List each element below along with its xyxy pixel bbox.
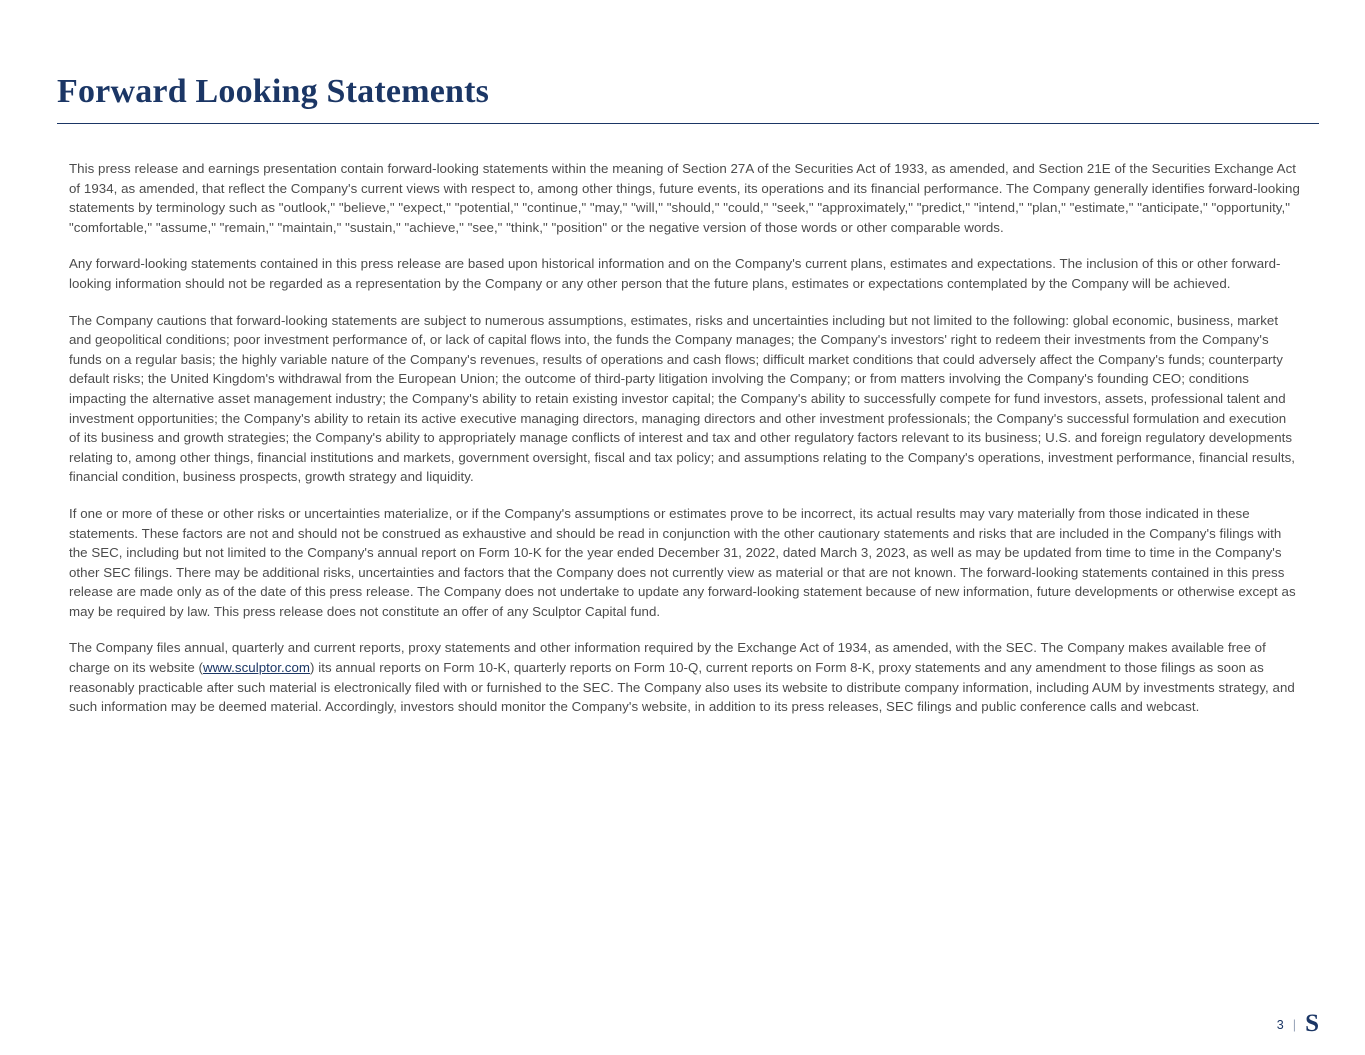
- paragraph-3: The Company cautions that forward-looking statements are subject to numerous assumptions, estimates, risks and uncertainties including but not limited to the following: global economic, business, market and geopolitical conditions; poor investment performance of, or lack of capital flows into, the funds the Company manages; the Company's investors' right to redeem their investments from the Company's funds on a regular basis; the highly variable nature of the Company's revenues, results of operations and cash flows; difficult market conditions that could adversely affect the Company's funds; counterparty default risks; the United Kingdom's withdrawal from the European Union; the outcome of third-party litigation involving the Company; or from matters involving the Company's founding CEO; conditions impacting the alternative asset management industry; the Company's ability to retain existing investor capital; the Company's ability to successfully compete for fund investors, assets, professional talent and investment opportunities; the Company's ability to retain its active executive managing directors, managing directors and other investment professionals; the Company's successful formulation and execution of its business and growth strategies; the Company's ability to appropriately manage conflicts of interest and tax and other regulatory factors relevant to its business; U.S. and foreign regulatory developments relating to, among other things, financial institutions and markets, government oversight, fiscal and tax policy; and assumptions relating to the Company's operations, investment performance, financial results, financial condition, business prospects, growth strategy and liquidity.: [69, 312, 1296, 485]
- slide-footer: [1277, 1012, 1319, 1037]
- title-divider: [57, 123, 1319, 124]
- paragraph-5-before-link: The Company files annual, quarterly and current reports, proxy statements and other information required by the Exchange Act of 1934, as amended, with the SEC. The Company makes available free of charge on its website (: [69, 640, 1266, 676]
- title-block: [57, 72, 1319, 124]
- page-number: 3: [1276, 1017, 1284, 1032]
- paragraph-1: This press release and earnings presentation contain forward-looking statements within the meaning of Section 27A of the Securities Act of 1933, as amended, and Section 21E of the Securities Exchange Act of 1934, as amended, that reflect the Company's current views with respect to, among other things, future events, its operations and its financial performance. The Company generally identifies forward-looking statements by terminology such as "outlook," "believe," "expect," "potential," "continue," "may," "will," "should," "could," "seek," "approximately," "predict," "intend," "plan," "estimate," "anticipate," "opportunity," "comfortable," "assume," "remain," "maintain," "sustain," "achieve," "see," "think," "position" or the negative version of those words or other comparable words.: [69, 161, 1300, 235]
- paragraph-5-after-link: ) its annual reports on Form 10-K, quarterly reports on Form 10-Q, current reports on Form 8-K, proxy statements and any amendment to those filings as soon as reasonably practicable after such material is electronically filed with or furnished to the SEC. The Company also uses its website to distribute company information, including AUM by investments strategy, and such information may be deemed material. Accordingly, investors should monitor the Company's website, in addition to its press releases, SEC filings and public conference calls and webcast.: [69, 660, 1295, 715]
- body-content: [69, 159, 1301, 717]
- sculptor-website-link[interactable]: www.sculptor.com: [202, 660, 311, 676]
- sculptor-logo-icon: S: [1305, 1010, 1319, 1037]
- footer-separator: |: [1292, 1017, 1297, 1032]
- paragraph-2: Any forward-looking statements contained in this press release are based upon historical information and on the Company's current plans, estimates and expectations. The inclusion of this or other forward-looking information should not be regarded as a representation by the Company or any other person that the future plans, estimates or expectations contemplated by the Company will be achieved.: [69, 256, 1281, 291]
- paragraph-4: If one or more of these or other risks or uncertainties materialize, or if the Company's assumptions or estimates prove to be incorrect, its actual results may vary materially from those indicated in these statements. These factors are not and should not be construed as exhaustive and should be read in conjunction with the other cautionary statements and risks that are included in the Company's filings with the SEC, including but not limited to the Company's annual report on Form 10-K for the year ended December 31, 2022, dated March 3, 2023, as well as may be updated from time to time in the Company's other SEC filings. There may be additional risks, uncertainties and factors that the Company does not currently view as material or that are not known. The forward-looking statements contained in this press release are made only as of the date of this press release. The Company does not undertake to update any forward-looking statement because of new information, future developments or otherwise except as may be required by law. This press release does not constitute an offer of any Sculptor Capital fund.: [69, 505, 1296, 619]
- page-title: Forward Looking Statements: [57, 73, 490, 110]
- paragraph-5: [69, 638, 1301, 716]
